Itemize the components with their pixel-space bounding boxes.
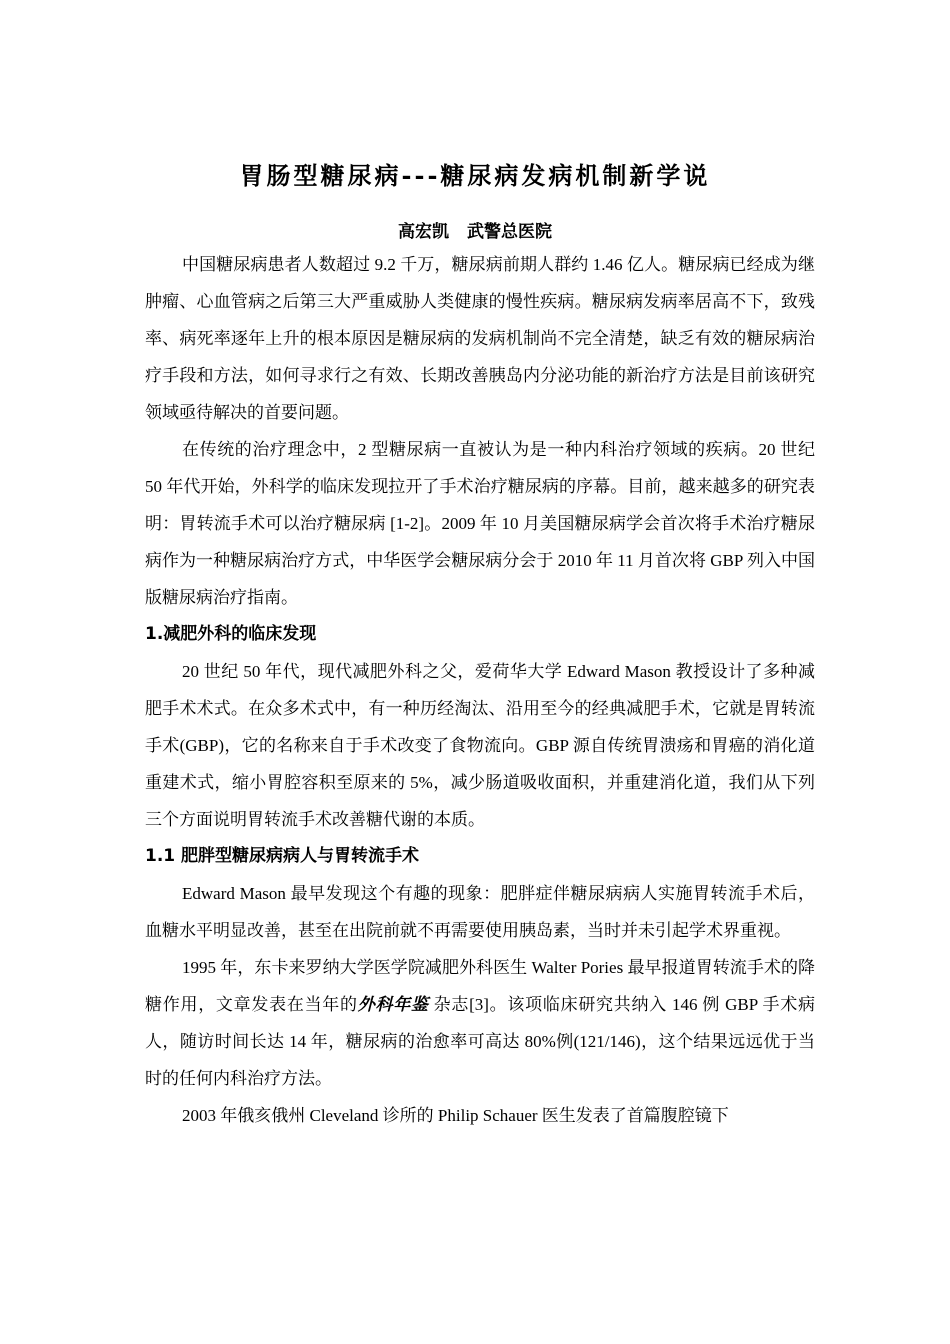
paragraph-intro: 中国糖尿病患者人数超过 9.2 千万，糖尿病前期人群约 1.46 亿人。糖尿病已经成为继肿瘤、心血管病之后第三大严重威胁人类健康的慢性疾病。糖尿病发病率居高不下，致残率、病死率逐年上升的根本原因是糖尿病的发病机制尚不完全清楚，缺乏有效的糖尿病治疗手段和方法，如何寻求行之有效、长期改善胰岛内分泌功能的新治疗方法是目前该研究领域亟待解决的首要问题。 bbox=[145, 255, 815, 422]
journal-name: 外科年鉴 bbox=[357, 995, 429, 1014]
author-line bbox=[0, 217, 950, 242]
document-title: 胃肠型糖尿病---糖尿病发病机制新学说 bbox=[239, 161, 711, 190]
paragraph-treatment-concept: 在传统的治疗理念中，2 型糖尿病一直被认为是一种内科治疗领域的疾病。20 世纪 50 年代开始，外科学的临床发现拉开了手术治疗糖尿病的序幕。目前，越来越多的研究表明：胃转流手术可以治疗糖尿病 [1-2]。2009 年 10 月美国糖尿病学会首次将手术治疗糖尿病作为一种糖尿病治疗方式，中华医学会糖尿病分会于 2010 年 11 月首次将 GBP 列入中国版糖尿病治疗指南。 bbox=[145, 440, 815, 607]
section-heading-1: 1.减肥外科的临床发现 bbox=[145, 624, 317, 644]
author-affiliation: 武警总医院 bbox=[467, 222, 552, 242]
pories-text-end: 杂志[3]。该项临床研究共纳入 146 例 GBP 手术病人，随访时间长达 14 年，糖尿病的治愈率可高达 80%例(121/146)，这个结果远远优于当时的任何内科治疗方法。 bbox=[145, 995, 816, 1088]
section-heading-1-1: 1.1 肥胖型糖尿病病人与胃转流手术 bbox=[145, 846, 420, 866]
paragraph-schauer: 2003 年俄亥俄州 Cleveland 诊所的 Philip Schauer 医生发表了首篇腹腔镜下 bbox=[182, 1106, 729, 1125]
paragraph-mason-observation: Edward Mason 最早发现这个有趣的现象：肥胖症伴糖尿病病人实施胃转流手术后，血糖水平明显改善，甚至在出院前就不再需要使用胰岛素，当时并未引起学术界重视。 bbox=[145, 884, 815, 940]
paragraph-pories-report bbox=[145, 949, 815, 1097]
paragraph-bariatric-surgery: 20 世纪 50 年代，现代减肥外科之父，爱荷华大学 Edward Mason 教授设计了多种减肥手术术式。在众多术式中，有一种历经淘汰、沿用至今的经典减肥手术，它就是胃转流手术(GBP)，它的名称来自于手术改变了食物流向。GBP 源自传统胃溃疡和胃癌的消化道重建术式，缩小胃腔容积至原来的 5%，减少肠道吸收面积，并重建消化道，我们从下列三个方面说明胃转流手术改善糖代谢的本质。 bbox=[145, 662, 815, 829]
author-name: 高宏凯 bbox=[398, 222, 449, 242]
pories-text-start: 1995 年，东卡来罗纳大学医学院减肥外科医生 Walter Pories 最早报道胃转流手术的降糖作用，文章发表在当年的 bbox=[145, 958, 815, 1014]
document-body bbox=[145, 246, 815, 1134]
